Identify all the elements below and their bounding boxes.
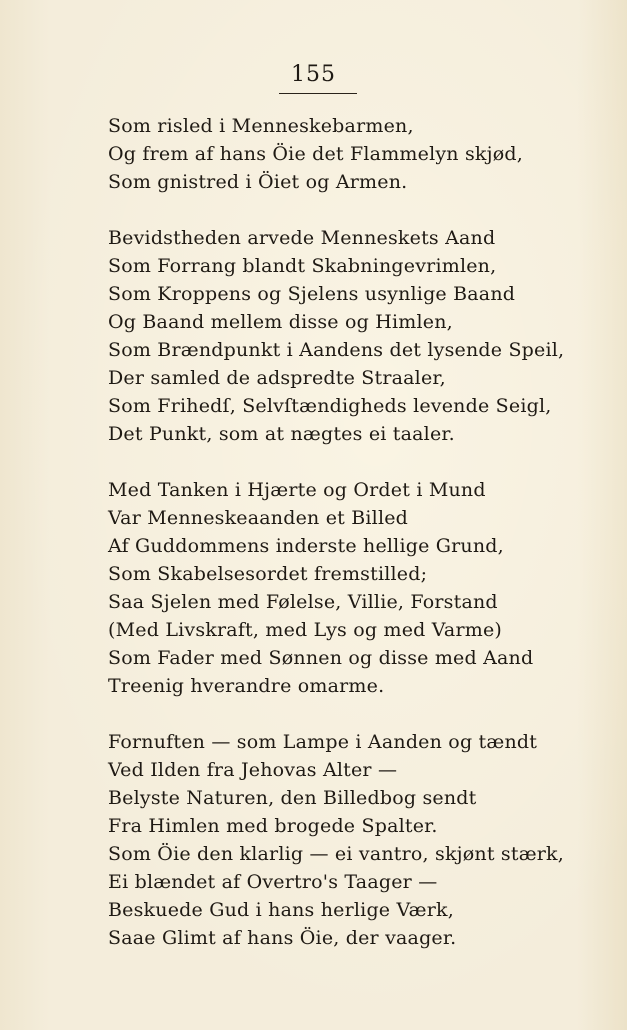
poem-line: Som Öie den klarlig — ei vantro, skjønt stærk,: [108, 843, 565, 865]
stanza-2: [108, 224, 608, 448]
poem-line: Bevidstheden arvede Menneskets Aand: [108, 227, 496, 249]
poem-line: Og frem af hans Öie det Flammelyn skjød,: [108, 143, 523, 165]
poem-line: Der samled de adspredte Straaler,: [108, 367, 446, 389]
poem-line: Som Frihedſ, Selvſtændigheds levende Seigl,: [108, 395, 552, 417]
stanza-3: [108, 476, 608, 700]
poem-line: Fra Himlen med brogede Spalter.: [108, 815, 438, 837]
header-rule: [279, 93, 357, 94]
poem-line: Som risled i Menneskebarmen,: [108, 115, 414, 137]
poem-line: Beskuede Gud i hans herlige Værk,: [108, 899, 454, 921]
poem-line: (Med Livskraft, med Lys og med Varme): [108, 619, 502, 641]
poem-line: Saae Glimt af hans Öie, der vaager.: [108, 927, 457, 949]
poem-body: [108, 112, 608, 980]
page-number: 155: [291, 62, 336, 87]
poem-line: Det Punkt, som at nægtes ei taaler.: [108, 423, 455, 445]
poem-line: Saa Sjelen med Følelse, Villie, Forstand: [108, 591, 498, 613]
poem-line: Som Skabelsesordet fremstilled;: [108, 563, 428, 585]
poem-line: Som Forrang blandt Skabningevrimlen,: [108, 255, 497, 277]
stanza-4: [108, 728, 608, 952]
poem-line: Treenig hverandre omarme.: [108, 675, 385, 697]
poem-line: Belyste Naturen, den Billedbog sendt: [108, 787, 477, 809]
poem-line: Som Fader med Sønnen og disse med Aand: [108, 647, 534, 669]
stanza-1: [108, 112, 608, 196]
poem-line: Med Tanken i Hjærte og Ordet i Mund: [108, 479, 486, 501]
poem-line: Som Kroppens og Sjelens usynlige Baand: [108, 283, 516, 305]
poem-line: Som gnistred i Öiet og Armen.: [108, 171, 408, 193]
poem-line: Var Menneskeaanden et Billed: [108, 507, 409, 529]
poem-line: Og Baand mellem disse og Himlen,: [108, 311, 453, 333]
poem-line: Ei blændet af Overtro's Taager —: [108, 871, 438, 893]
poem-line: Af Guddommens inderste hellige Grund,: [108, 535, 504, 557]
poem-line: Ved Ilden fra Jehovas Alter —: [108, 759, 398, 781]
poem-line: Fornuften — som Lampe i Aanden og tændt: [108, 731, 538, 753]
poem-line: Som Brændpunkt i Aandens det lysende Speil,: [108, 339, 565, 361]
